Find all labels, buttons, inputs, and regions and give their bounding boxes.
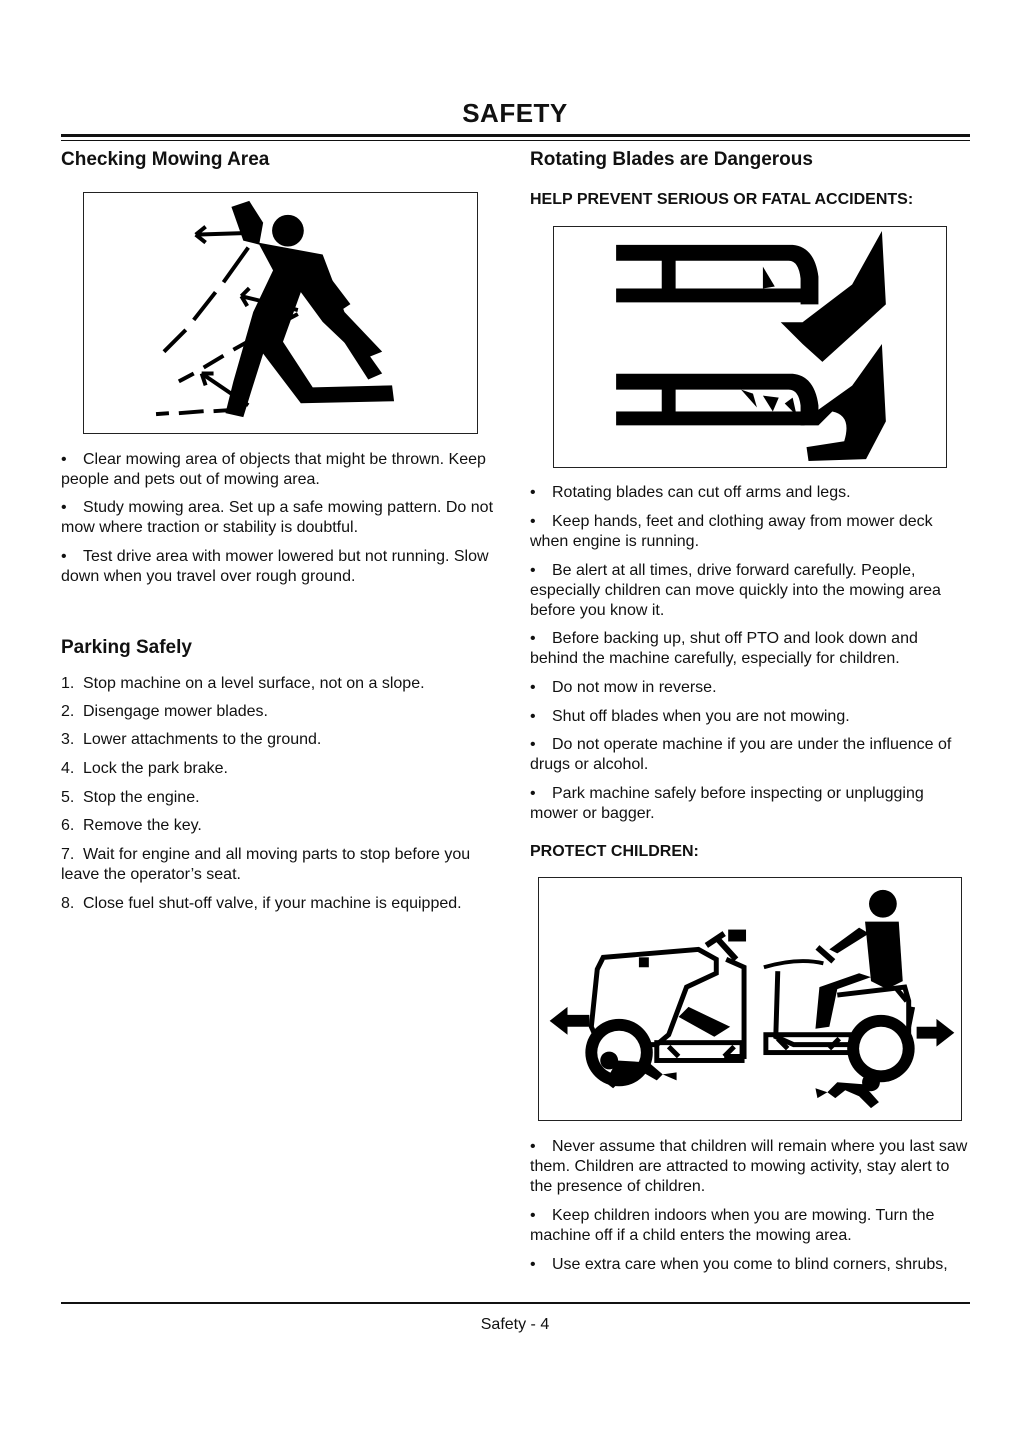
bullet-symbol: •: [530, 708, 536, 725]
children-bullet-2: • Keep children indoors when you are mowing. Turn the machine off if a child enters the mowing area.: [530, 1207, 935, 1244]
blade-bullet-5: • Do not mow in reverse.: [530, 679, 717, 696]
blade-bullet-1: • Rotating blades can cut off arms and legs.: [530, 484, 851, 501]
subheading-protect-children: PROTECT CHILDREN:: [530, 843, 699, 860]
section-heading-checking-mowing-area: Checking Mowing Area: [61, 149, 270, 170]
bullet-symbol: •: [61, 548, 67, 565]
blade-bullet-4: • Before backing up, shut off PTO and look down and behind the machine carefully, especially for children.: [530, 630, 918, 667]
section-heading-rotating-blades: Rotating Blades are Dangerous: [530, 149, 813, 170]
section-heading-parking-safely: Parking Safely: [61, 637, 192, 658]
mowing-bullet-3: • Test drive area with mower lowered but not running. Slow down when you travel over rough ground.: [61, 548, 489, 585]
bullet-symbol: •: [530, 562, 536, 579]
blade-bullet-8: • Park machine safely before inspecting or unplugging mower or bagger.: [530, 785, 924, 822]
parking-step-6: 6. Remove the key.: [61, 817, 202, 834]
parking-step-3: 3. Lower attachments to the ground.: [61, 731, 322, 748]
subheading-help-prevent: HELP PREVENT SERIOUS OR FATAL ACCIDENTS:: [530, 191, 914, 208]
blade-bullet-2: • Keep hands, feet and clothing away from mower deck when engine is running.: [530, 513, 933, 550]
children-bullet-3: • Use extra care when you come to blind corners, shrubs,: [530, 1256, 948, 1273]
mower-child-hazard-icon: [539, 878, 961, 1120]
blade-foot-hazard-icon: [554, 227, 946, 467]
bullet-symbol: •: [530, 630, 536, 647]
title-double-rule: [61, 134, 970, 141]
parking-step-5: 5. Stop the engine.: [61, 789, 200, 806]
bullet-symbol: •: [530, 1138, 536, 1155]
bullet-symbol: •: [61, 499, 67, 516]
blade-bullet-7: • Do not operate machine if you are under the influence of drugs or alcohol.: [530, 736, 952, 773]
children-bullet-1: • Never assume that children will remain where you last saw them. Children are attracted to mowing activity, stay alert to the presence of children.: [530, 1138, 968, 1195]
footer-rule: [61, 1302, 970, 1304]
page-title: SAFETY: [462, 98, 568, 128]
bullet-symbol: •: [61, 451, 67, 468]
bullet-symbol: •: [530, 785, 536, 802]
blade-bullet-6: • Shut off blades when you are not mowing.: [530, 708, 850, 725]
parking-step-1: 1. Stop machine on a level surface, not on a slope.: [61, 675, 425, 692]
bullet-symbol: •: [530, 679, 536, 696]
bullet-symbol: •: [530, 1207, 536, 1224]
bullet-symbol: •: [530, 736, 536, 753]
parking-step-4: 4. Lock the park brake.: [61, 760, 228, 777]
bullet-symbol: •: [530, 513, 536, 530]
thrown-objects-icon: [84, 193, 477, 433]
protect-children-illustration: [538, 877, 962, 1121]
blade-bullet-3: • Be alert at all times, drive forward carefully. People, especially children can move quickly into the mowing area before you know it.: [530, 562, 941, 619]
parking-step-2: 2. Disengage mower blades.: [61, 703, 268, 720]
page-number: Safety - 4: [480, 1316, 550, 1333]
parking-step-7: 7. Wait for engine and all moving parts to stop before you leave the operator’s seat.: [61, 846, 471, 883]
mowing-bullet-1: • Clear mowing area of objects that might be thrown. Keep people and pets out of mowing area.: [61, 451, 486, 488]
bullet-symbol: •: [530, 1256, 536, 1273]
parking-step-8: 8. Close fuel shut-off valve, if your machine is equipped.: [61, 895, 462, 912]
bullet-symbol: •: [530, 484, 536, 501]
mowing-bullet-2: • Study mowing area. Set up a safe mowing pattern. Do not mow where traction or stability is doubtful.: [61, 499, 494, 536]
thrown-objects-illustration: [83, 192, 478, 434]
blade-hazard-illustration: [553, 226, 947, 468]
